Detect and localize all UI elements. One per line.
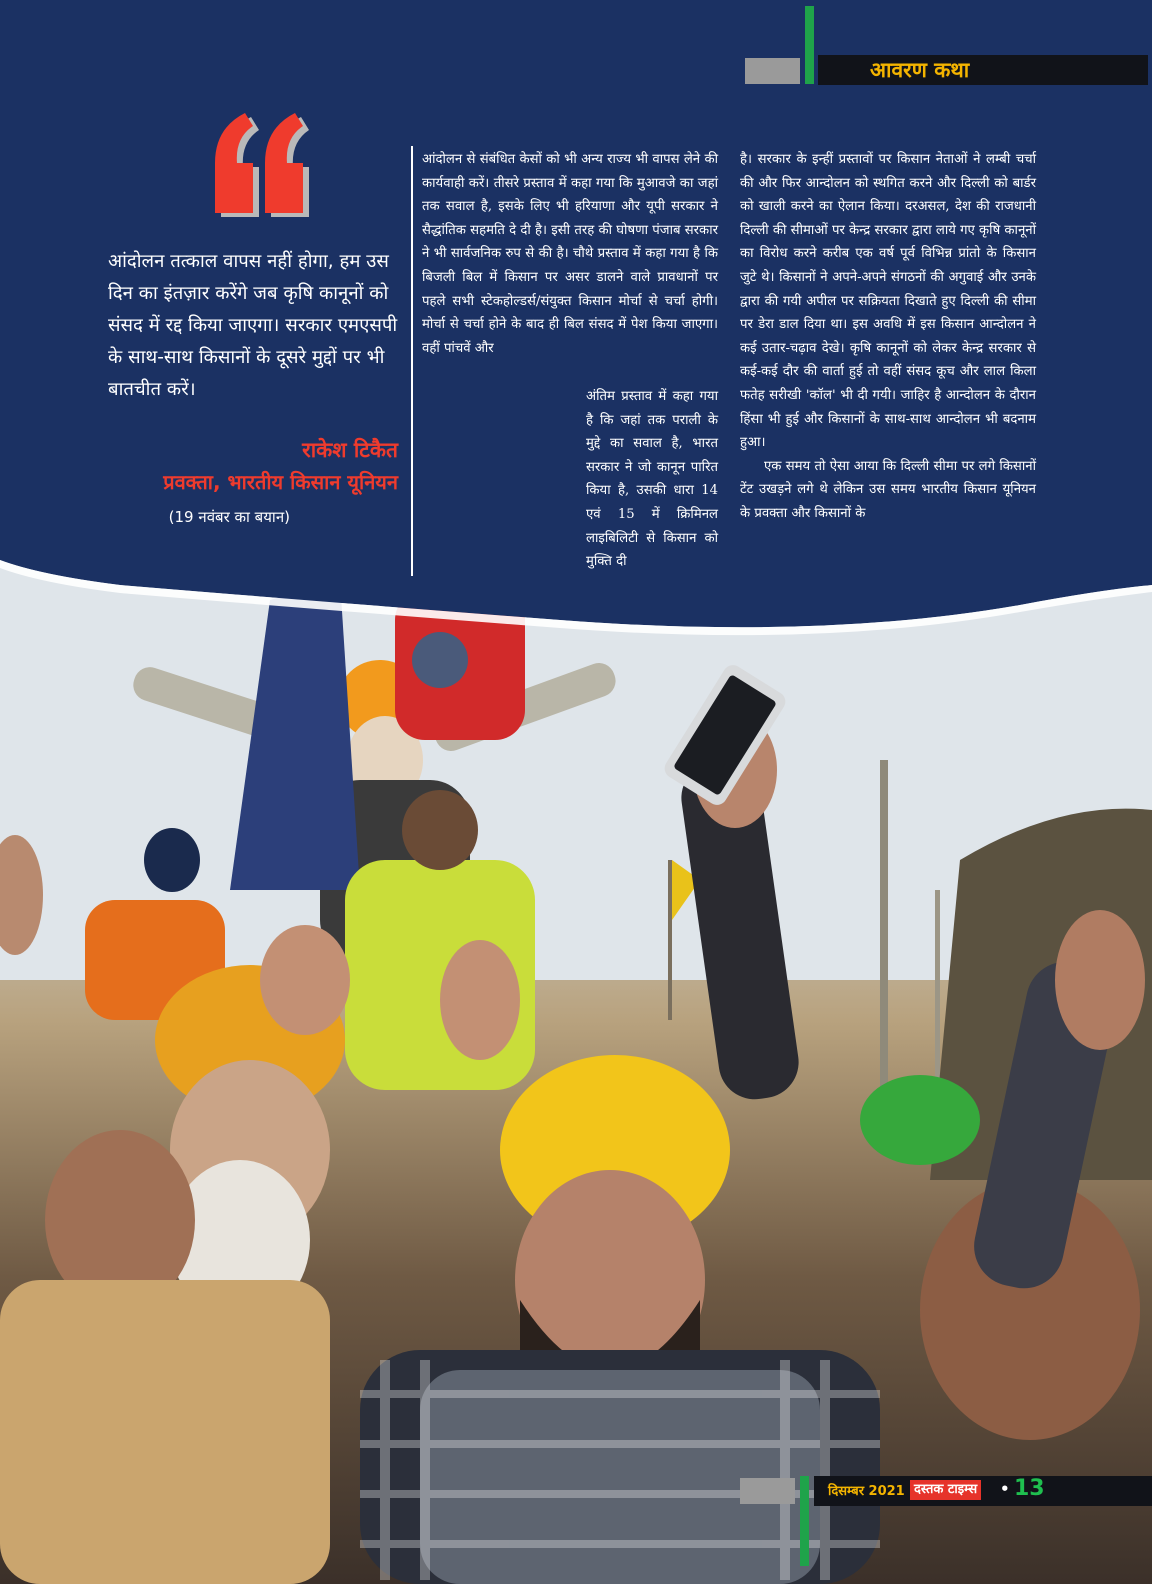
crowd-photo: [0, 560, 1152, 1584]
crowd-illustration: [0, 560, 1152, 1584]
quote-author-name: राकेश टिकैत: [302, 438, 398, 462]
accent-bar: [805, 6, 814, 84]
footer-separator: •: [1000, 1480, 1010, 1498]
quote-author-role: प्रवक्ता, भारतीय किसान यूनियन: [163, 470, 398, 494]
article-column-3-para1: है। सरकार के इन्हीं प्रस्तावों पर किसान नेताओं ने लम्बी चर्चा की और फिर आन्दोलन को स्थगित करने और दिल्ली को बार्डर को खाली करने का ऐलान किया। दरअसल, देश की राजधानी दिल्ली की सीमाओं पर केन्द्र सरकार द्वारा लाये गए कृषि कानूनों का विरोध करने करीब एक वर्ष पूर्व विभिन्न प्रांतो के किसान जुटे थे। किसानों ने अपने-अपने संगठनों की अगुवाई और उनके द्वारा की गयी अपील पर सक्रियता दिखाते हुए दिल्ली की सीमा पर डेरा डाल दिया था। इस अवधि में इस किसान आन्दोलन ने कई उतार-चढ़ाव देखे। कृषि कानूनों को लेकर केन्द्र सरकार से कई-कई दौर की वार्ता हुई तो वहीं संसद कूच और लाल किला फतेह सरीखी 'कॉल' भी दी गयी। जाहिर है आन्दोलन के दौरान हिंसा भी हुई और किसानों के साथ-साथ आन्दोलन भी बदनाम हुआ।: [740, 152, 1036, 451]
footer-bar: [814, 1476, 1152, 1506]
section-label: आवरण कथा: [870, 58, 970, 82]
article-column-2-continued: अंतिम प्रस्ताव में कहा गया है कि जहां तक पराली के मुद्दे का सवाल है, भारत सरकार ने जो कानून पारित किया है, उसकी धारा 14 एवं 15 में क्रिमिनल लाइबिलिटी से किसान को मुक्ति दी: [586, 389, 718, 570]
article-column-3: [740, 148, 1036, 526]
column-divider: [411, 146, 413, 576]
accent-bar-bottom: [800, 1476, 809, 1566]
section-tag: [818, 55, 1148, 85]
pull-quote-text: आंदोलन तत्काल वापस नहीं होगा, हम उस दिन का इंतज़ार करेंगे जब कृषि कानूनों को संसद में रद्द किया जाएगा। सरकार एमएसपी के साथ-साथ किसानों के दूसरे मुद्दों पर भी बातचीत करें।: [108, 251, 398, 400]
quote-date-note: (19 नवंबर का बयान): [168, 508, 290, 526]
article-column-3-para2: एक समय तो ऐसा आया कि दिल्ली सीमा पर लगे किसानों टेंट उखड़ने लगे थे लेकिन उस समय भारतीय किसान यूनियन के प्रवक्ता और किसानों के: [740, 458, 1036, 521]
issue-date: दिसम्बर 2021: [828, 1484, 905, 1499]
article-column-2: आंदोलन से संबंधित केसों को भी अन्य राज्य भी वापस लेने की कार्यवाही करें। तीसरे प्रस्ताव में कहा गया कि मुआवजे का जहां तक सवाल है, इसके लिए भी हरियाणा और यूपी सरकार ने सैद्धांतिक सहमति दे दी है। इसी तरह की घोषणा पंजाब सरकार ने भी सार्वजनिक रुप से की है। चौथे प्रस्ताव में कहा गया है कि बिजली बिल में किसान पर असर डालने वाले प्रावधानों पर पहले सभी स्टेकहोल्डर्स/संयुक्त किसान मोर्चा से चर्चा होगी। मोर्चा से चर्चा होने के बाद ही बिल संसद में पेश किया जाएगा। वहीं पांचवें और: [422, 152, 718, 356]
page-number: 13: [1014, 1476, 1045, 1501]
grey-tab-bottom: [740, 1478, 795, 1504]
magazine-name: दस्तक टाइम्स: [910, 1480, 981, 1500]
quote-mark-icon: [205, 108, 315, 218]
grey-tab: [745, 58, 800, 84]
